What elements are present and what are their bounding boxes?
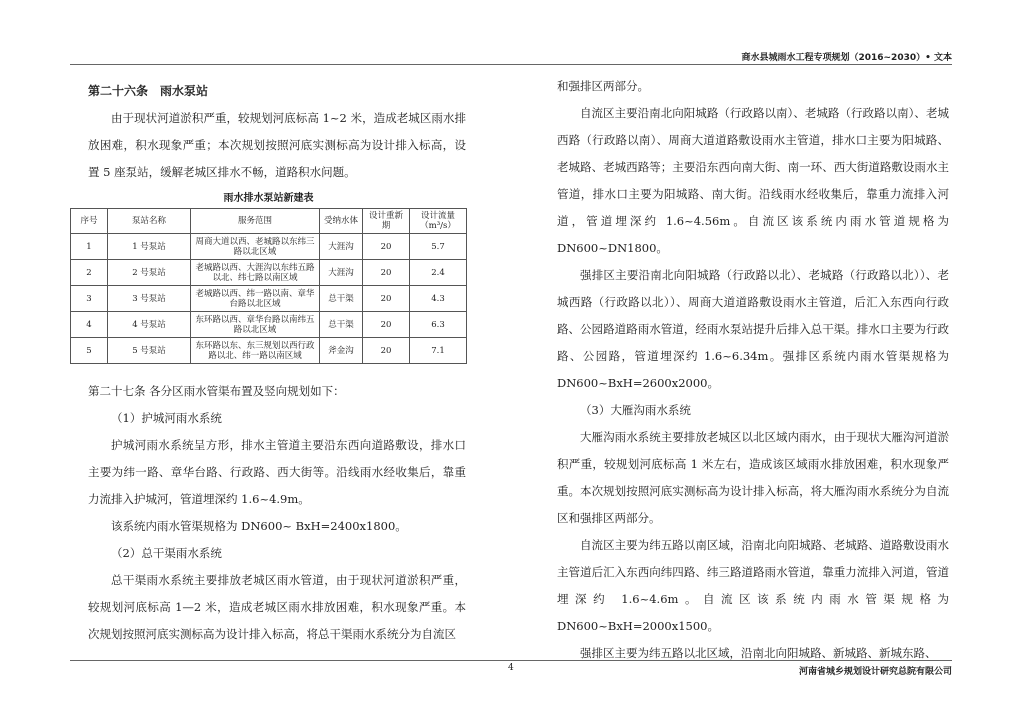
cell-scope: 东环路以东、东三规划以西行政路以北、纬一路以南区域 [191,338,320,364]
pumped-zone-paragraph: 强排区主要沿南北向阳城路（行政路以北）、老城路（行政路以北））、老城西路（行政路以北））、周商大道道路敷设雨水主管道，后汇入东西向行政路、公园路道路雨水管道，经雨水泵站提升后排入总干渠。排水口主要为行政路、公园路，管道埋深约 1.6~6.34m。强排区系统内雨水管渠规格为 DN600~BxH=2600x2000。 [557,268,949,390]
cell-period: 20 [363,286,410,312]
col-header-no: 序号 [71,209,108,234]
table-row [71,286,467,312]
cell-flow: 6.3 [410,312,467,338]
col-header-period: 设计重新期 [363,209,410,234]
subsection-1-title: （1）护城河雨水系统 [111,411,222,425]
cell-scope: 东环路以西、章华台路以南纬五路以北区域 [191,312,320,338]
cell-name: 4 号泵站 [108,312,191,338]
right-column [557,73,949,667]
cell-flow: 2.4 [410,260,467,286]
cell-no: 3 [71,286,108,312]
gravity-zone-paragraph: 自流区主要沿南北向阳城路（行政路以南）、老城路（行政路以南）、老城西路（行政路以南）、周商大道道路敷设雨水主管道，排水口主要为阳城路、老城路、老城西路等；主要沿东西向南大街、南一环、西大街道路敷设雨水主管道，排水口主要为阳城路、南大街。沿线雨水经收集后，靠重力流排入河道，管道埋深约 1.6~4.56m。自流区该系统内雨水管道规格为 DN600~DN1800。 [557,106,949,255]
left-column [88,78,466,186]
cell-receiver: 总干渠 [320,312,363,338]
cell-period: 20 [363,260,410,286]
col-header-scope: 服务范围 [191,209,320,234]
cell-no: 2 [71,260,108,286]
cell-receiver: 总干渠 [320,286,363,312]
table-title: 雨水排水泵站新建表 [223,193,314,204]
subsection-2-title: （2）总干渠雨水系统 [111,546,222,560]
subsection-1-spec: 该系统内雨水管渠规格为 DN600~ BxH=2400x1800。 [111,519,407,533]
cell-no: 5 [71,338,108,364]
table-header-row [71,209,467,234]
article-26-title: 第二十六条 雨水泵站 [88,84,209,98]
cell-no: 4 [71,312,108,338]
table-row [71,312,467,338]
cell-receiver: 大涯沟 [320,260,363,286]
cell-name: 3 号泵站 [108,286,191,312]
cell-receiver: 大涯沟 [320,234,363,260]
cell-period: 20 [363,234,410,260]
col-header-receiver: 受纳水体 [320,209,363,234]
subsection-2-paragraph: 总干渠雨水系统主要排放老城区雨水管道，由于现状河道淤积严重，较规划河底标高 1—2 米，造成老城区雨水排放困难，积水现象严重。本次规划按照河底实测标高为设计排入标高，将总干渠雨水系统分为自流区 [88,573,466,641]
footer-rule [70,660,952,661]
pumped-zone-3-paragraph: 强排区主要为纬五路以北区域，沿南北向阳城路、新城路、新城东路、 [580,646,937,660]
article-27-intro: 第二十七条 各分区雨水管渠布置及竖向规划如下： [88,384,345,398]
subsection-3-paragraph: 大雁沟雨水系统主要排放老城区以北区域内雨水，由于现状大雁沟河道淤积严重，较规划河底标高 1 米左右，造成该区域雨水排放困难，积水现象严重。本次规划按照河底实测标高为设计排入标高，将大雁沟雨水系统分为自流区和强排区两部分。 [557,430,949,525]
left-column-lower [88,378,466,648]
footer-organization: 河南省城乡规划设计研究总院有限公司 [798,667,952,677]
article-26-paragraph: 由于现状河道淤积严重，较规划河底标高 1~2 米，造成老城区雨水排放困难，积水现象严重；本次规划按照河底实测标高为设计排入标高，设置 5 座泵站，缓解老城区排水不畅，道路积水问题。 [88,111,466,179]
page-number: 4 [508,663,514,673]
pump-station-table [70,208,467,364]
cell-name: 5 号泵站 [108,338,191,364]
table-row [71,234,467,260]
cell-no: 1 [71,234,108,260]
cell-scope: 老城路以西、纬一路以南、章华台路以北区域 [191,286,320,312]
cell-period: 20 [363,338,410,364]
subsection-1-paragraph: 护城河雨水系统呈方形，排水主管道主要沿东西向道路敷设，排水口主要为纬一路、章华台路、行政路、西大街等。沿线雨水经收集后，靠重力流排入护城河，管道埋深约 1.6~4.9m。 [88,438,466,506]
continued-paragraph: 和强排区两部分。 [557,79,649,93]
col-header-name: 泵站名称 [108,209,191,234]
cell-name: 2 号泵站 [108,260,191,286]
col-header-flow: 设计流量（m³/s） [410,209,467,234]
cell-flow: 4.3 [410,286,467,312]
cell-name: 1 号泵站 [108,234,191,260]
cell-receiver: 斧金沟 [320,338,363,364]
cell-flow: 5.7 [410,234,467,260]
gravity-zone-3-paragraph: 自流区主要为纬五路以南区域，沿南北向阳城路、老城路、道路敷设雨水主管道后汇入东西向纬四路、纬三路道路雨水管道，靠重力流排入河道，管道埋深约 1.6~4.6m。自流区该系统内雨水管渠规格为 DN600~BxH=2000x1500。 [557,538,949,633]
table-row [71,338,467,364]
cell-scope: 老城路以西、大涯沟以东纬五路以北、纬七路以南区域 [191,260,320,286]
header-rule [70,64,952,65]
cell-scope: 周商大道以西、老城路以东纬三路以北区域 [191,234,320,260]
subsection-3-title: （3）大雁沟雨水系统 [580,403,691,417]
running-header: 商水县城雨水工程专项规划（2016~2030）• 文本 [741,53,952,63]
cell-period: 20 [363,312,410,338]
table-row [71,260,467,286]
cell-flow: 7.1 [410,338,467,364]
